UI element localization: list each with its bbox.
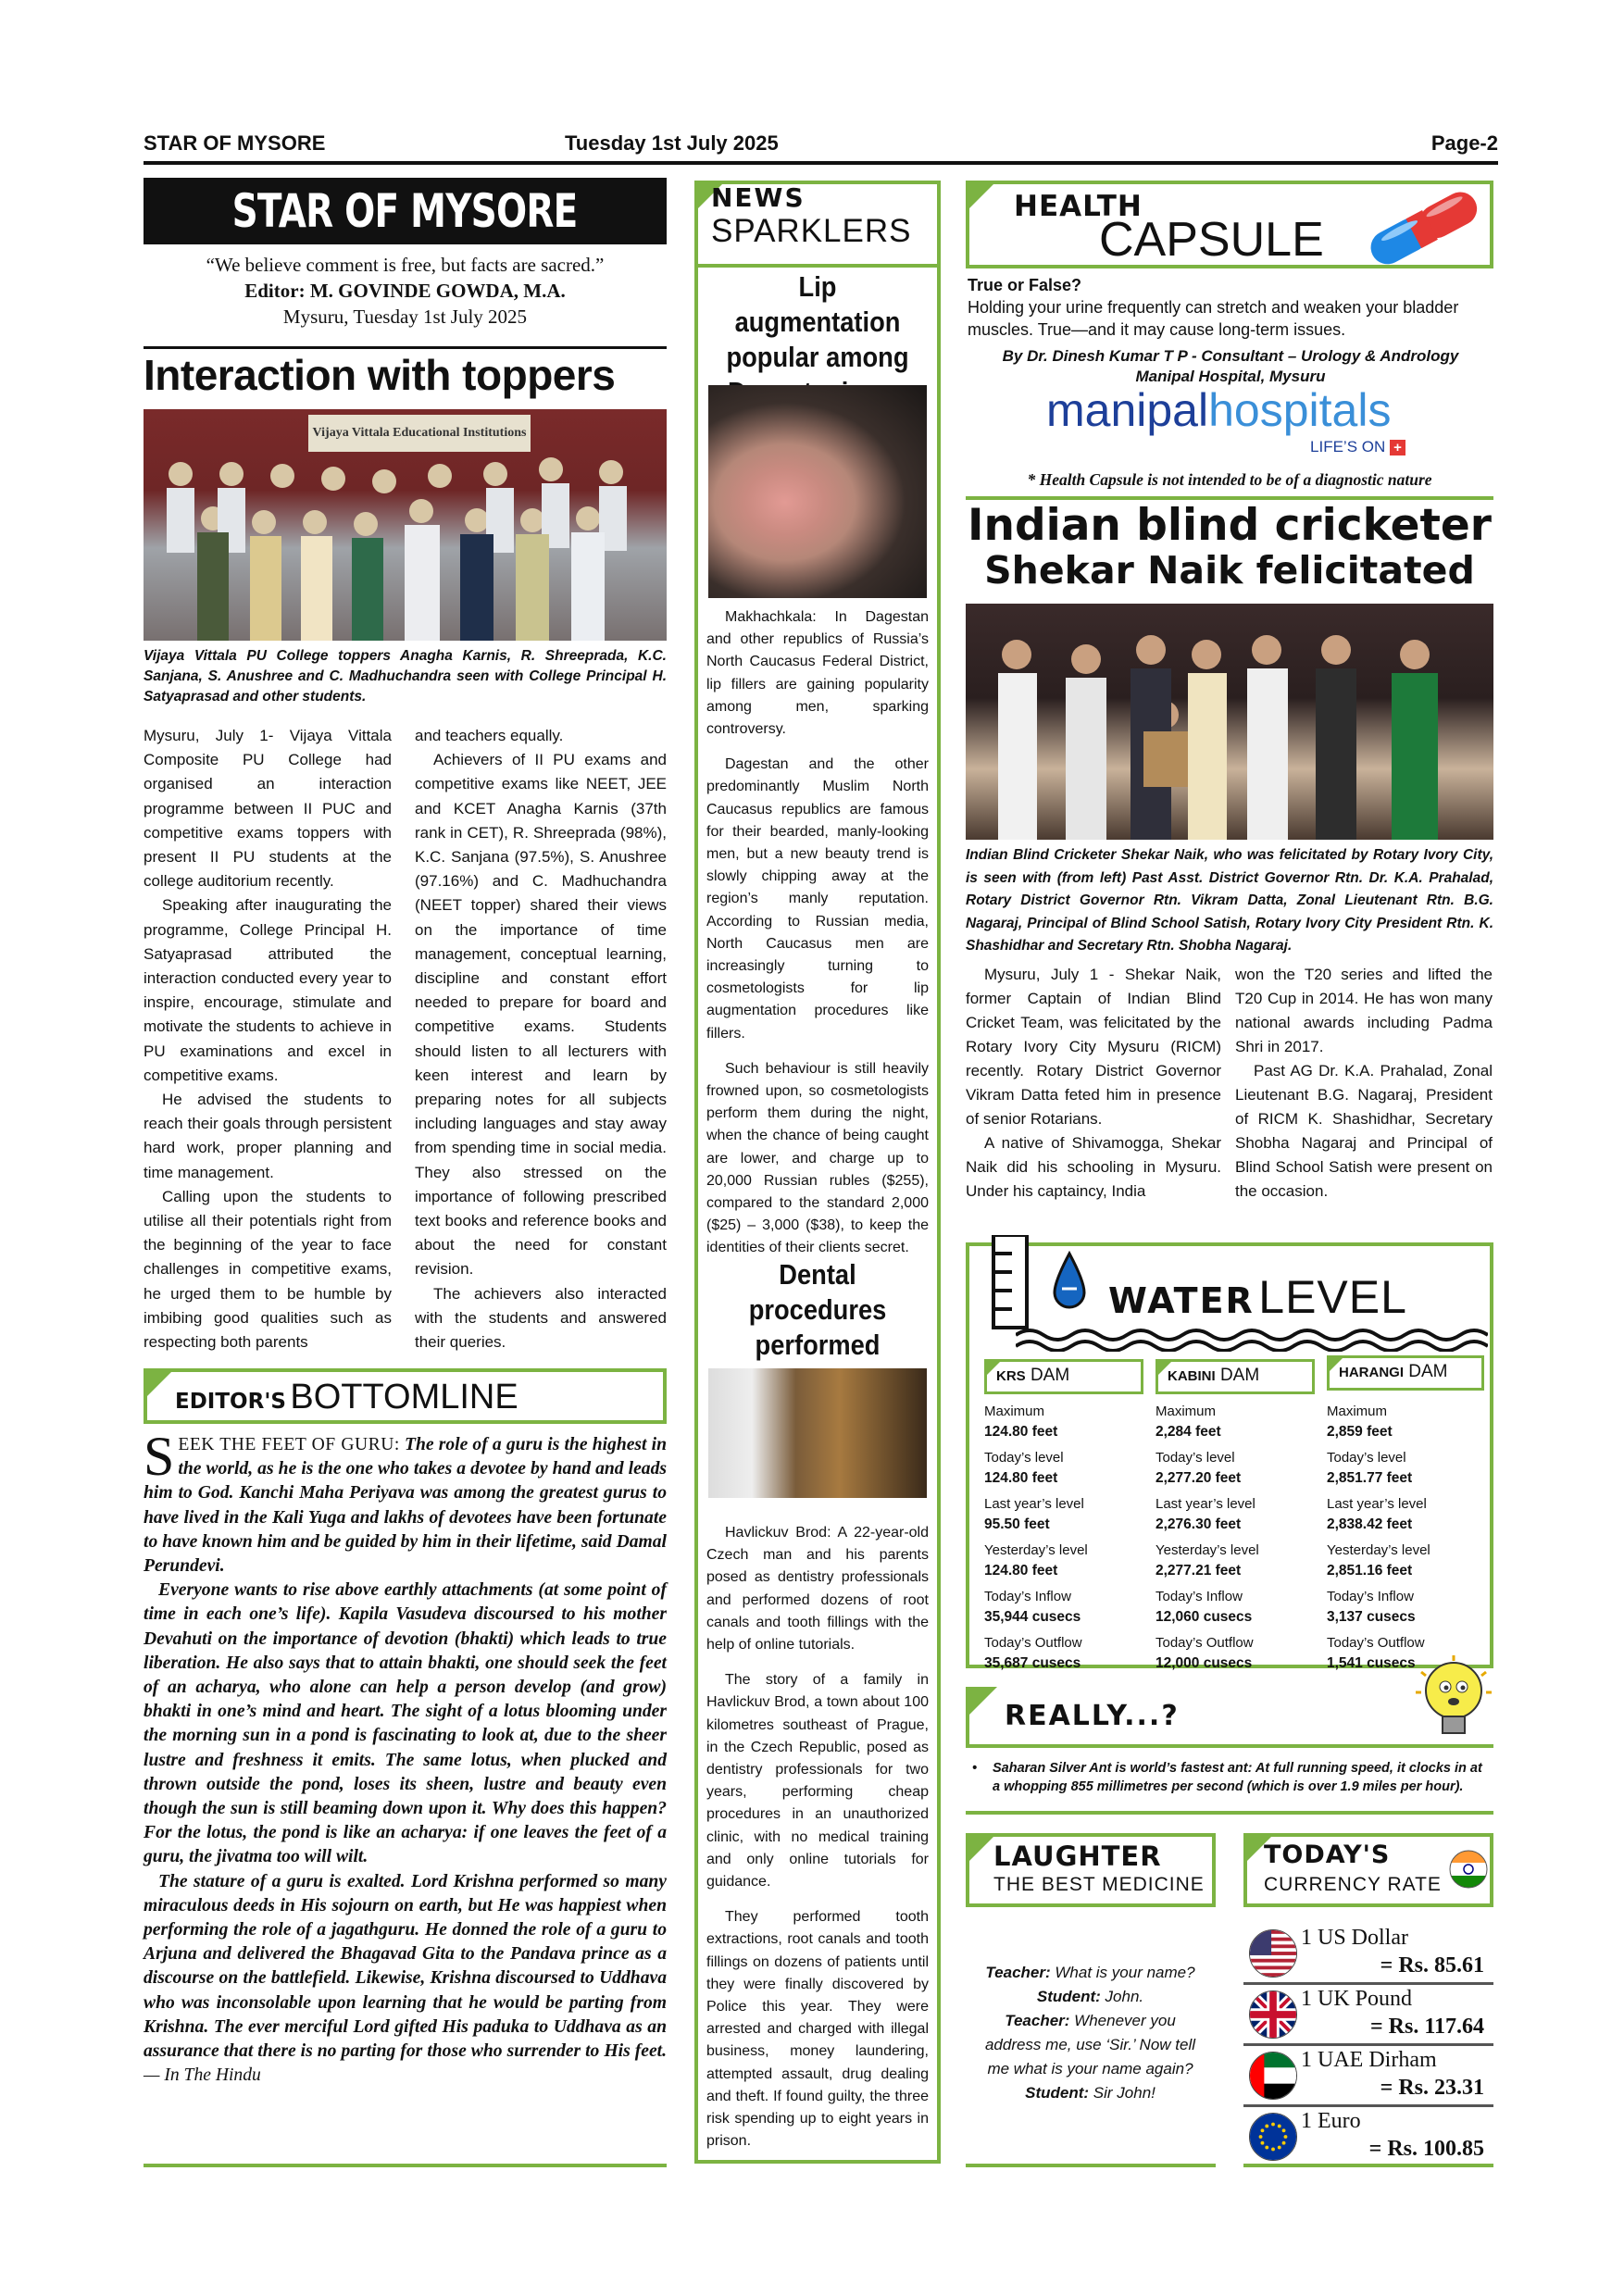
paragraph: A native of Shivamogga, Shekar Naik did his schooling in Mysuru. Under his captaincy, India: [966, 1134, 1221, 1200]
speaker: Teacher:: [985, 1964, 1051, 1981]
currency-name: 1 UK Pound: [1301, 1987, 1413, 2011]
label: Today’s level: [1156, 1450, 1235, 1466]
laughter-label-a: LAUGHTER: [993, 1841, 1162, 1872]
currency-row: [1243, 2046, 1493, 2107]
bottomline-para-2: Everyone wants to rise above earthly attachments (at some point of time in each one’s life). Kapila Vasudeva discoursed to his mother Devahuti on the importance of devotion (bhakti) which leads to true liberation. He also says that to attain bhakti, one should seek the feet of an acharya, who alone can help a person develop (and grow) bhakti in one’s mind and heart. The sight of a lotus blooming under the morning sun in a pond is fascinating to look at, due to the sheer lustre and freshness it emits. The same lotus, when plucked and thrown outside the pond, loses its sheen, lustre and beauty even though the sun is still beaming down upon it. Why does this happen? For the lotus, the pond is like an acharya: if one leaves the feet of a guru, the jivatma too will wilt.: [144, 1580, 667, 1867]
bottomline-text-3: The stature of a guru is exalted. Lord Krishna performed so many miraculous deeds in His sojourn on earth, but He was happiest when performing the role of a jagathguru. He donned the role of a guru to Arjuna and delivered the Bhagavad Gita to the Pandava prince as a discourse on the battlefield. Likewise, Krishna discoursed to Uddhava who was inconsolable upon learning that he would be parting from Krishna. The ever merciful Lord gifted His paduka to Uddhava as an assurance that there is no parting for those who surrender to His feet.: [144, 1871, 667, 2062]
joke-line: [977, 2081, 1204, 2105]
cricketer-caption: Indian Blind Cricketer Shekar Naik, who was felicitated by Rotary Ivory City, is seen with (from left) Past Asst. District Governor Rtn. Dr. K.A. Prahalad, Rotary District Governor Rtn. Vikram Datta, Zonal Lieutenant Rtn. B.G. Nagaraj, Principal of Blind School Satish, Rotary Ivory City President Rtn. K. Shashidhar and Secretary Rtn. Shobha Nagaraj.: [966, 847, 1493, 954]
water-label-b: LEVEL: [1258, 1271, 1407, 1323]
sparklers-label-b: SPARKLERS: [711, 213, 912, 249]
label: Maximum: [1156, 1404, 1217, 1419]
currency-row: [1243, 1985, 1493, 2046]
bottomline-label-box: [144, 1368, 667, 1424]
speech: Whenever you address me, use ‘Sir.’ Now tell me what is your name again?: [984, 2012, 1196, 2078]
sparklers-story-1: [706, 606, 929, 1260]
label: Maximum: [1327, 1404, 1388, 1419]
label: Today’s level: [1327, 1450, 1406, 1466]
dam-max: 2,284 feet: [1156, 1424, 1221, 1440]
currency-name: 1 Euro: [1301, 2109, 1361, 2133]
dam-max: 2,859 feet: [1327, 1424, 1393, 1440]
joke-line: [977, 1985, 1204, 2009]
currency-row: [1243, 2107, 1493, 2168]
label: Last year’s level: [1327, 1496, 1427, 1512]
dam-suffix: DAM: [1408, 1362, 1448, 1381]
sparklers-story-2: [706, 1522, 929, 2152]
corner-marker: [966, 1833, 997, 1865]
sparklers-headline-1: Lip augmentation popular among: [726, 270, 909, 373]
corner-marker: [144, 1368, 175, 1400]
laughter-rule: [966, 2164, 1216, 2167]
dam-name: KABINI: [1168, 1368, 1216, 1384]
dam-krs-header: [984, 1359, 1143, 1394]
label: Today’s Outflow: [1156, 1635, 1254, 1651]
bottomline-text-1: The role of a guru is the highest in the world, as he is the one who takes a devotee by hand and leads him to God. Kanchi Maha Periyava was among the greatest gurus to have lived in the Kali Yuga and lakhs of devotees have been fortunate to have known him and be guided by him in their lifetime, said Damal Perundevi.: [144, 1435, 667, 1577]
manipal-tagline-text: LIFE’S ON: [1310, 438, 1386, 455]
masthead-info: [144, 252, 667, 330]
dam-name: HARANGI: [1339, 1365, 1404, 1380]
bottomline-label: [175, 1378, 518, 1417]
currency-value: = Rs. 100.85: [1368, 2137, 1484, 2161]
dam-outflow: 35,687 cusecs: [984, 1655, 1081, 1671]
paragraph: Achievers of II PU exams and competitive exams like NEET, JEE and KCET Anagha Karnis (37th rank in CET), R. Shreeprada (98%), K.C. Sanjana (97.5%), S. Anushree (97.16%) and C. Madhuchandra (NEET topper) shared their views on the importance of time management, conceptual learning, discipline and constant effort needed to prepare for board and competitive exams. Students should listen to all lecturers with keen interest and learn by preparing notes for all subjects including languages and stay away from spending time in social media. They also stressed on the importance of following prescribed text books and reference books and about the need for constant revision.: [415, 751, 667, 1279]
paragraph: The achievers also interacted with the students and answered their queries.: [415, 1284, 667, 1352]
really-rule: [966, 1811, 1493, 1815]
dam-today: 2,277.20 feet: [1156, 1470, 1242, 1486]
health-label-box: [966, 181, 1493, 268]
corner-marker: [966, 181, 997, 212]
currency-value: = Rs. 85.61: [1380, 1953, 1484, 1978]
manipal-brand-b: hospitals: [1208, 384, 1392, 436]
currency-name: 1 UAE Dirham: [1301, 2048, 1437, 2072]
masthead-rule: [144, 346, 667, 349]
bottomline-body: [144, 1426, 667, 2088]
speech: John.: [1100, 1988, 1144, 2005]
currency-value: = Rs. 117.64: [1369, 2015, 1484, 2039]
currency-name: 1 US Dollar: [1301, 1926, 1408, 1950]
corner-marker: [966, 1687, 997, 1718]
really-label: REALLY...?: [1005, 1700, 1180, 1732]
dam-harangi-values: [1327, 1402, 1484, 1674]
dropcap: S: [144, 1426, 175, 1487]
really-fact-text: [972, 1759, 1491, 1796]
bullet-icon: •: [972, 1761, 978, 1776]
paragraph: The story of a family in Havlickuv Brod, a town about 100 kilometres southeast of Prague, in the Czech Republic, posed as dentistry professionals for two years, performing cheap procedures in an unauthorized clinic, with no medical training and only online tutorials for guidance.: [706, 1672, 929, 1890]
health-disclaimer: * Health Capsule is not intended to be of a diagnostic nature: [1027, 470, 1432, 489]
paragraph: Speaking after inaugurating the programme, College Principal H. Satyaprasad attributed the interaction conducted every year to inspire, encourage, stimulate and motivate the students to achieve in PU examinations and excel in competitive exams.: [144, 896, 392, 1084]
manipal-logo: [1046, 384, 1417, 461]
cricketer-headline-2: Shekar Naik felicitated: [984, 547, 1475, 593]
currency-row: [1243, 1924, 1493, 1985]
speaker: Teacher:: [1005, 2012, 1070, 2029]
bottomline-para-1: [144, 1426, 667, 1578]
toppers-group-figures: [144, 409, 667, 641]
bottomline-label-a: EDITOR'S: [175, 1390, 286, 1414]
dam-inflow: 12,060 cusecs: [1156, 1609, 1253, 1625]
dam-suffix: DAM: [1030, 1366, 1070, 1385]
health-question: True or False?: [968, 276, 1082, 294]
toppers-photo: [144, 409, 667, 641]
paragraph: Calling upon the students to utilise all their potentials right from the beginning of the year to face challenges in competitive exams, he urged them to be humble by imbibing good qualities such as respecting both parents: [144, 1187, 392, 1352]
masthead-dateline: Mysuru, Tuesday 1st July 2025: [282, 306, 528, 328]
header-paper-name: STAR OF MYSORE: [144, 131, 326, 155]
dental-photo: [708, 1368, 927, 1498]
lips-photo: [708, 385, 927, 598]
really-label-box: [966, 1691, 1493, 1748]
dam-inflow: 35,944 cusecs: [984, 1609, 1081, 1625]
joke-line: [977, 2009, 1204, 2081]
dam-name: KRS: [996, 1368, 1026, 1384]
really-fact-body: At full running speed, it clocks in at a whopping 855 millimetres per second (which is over 1.9 miles per hour).: [993, 1761, 1482, 1794]
dam-outflow: 1,541 cusecs: [1327, 1655, 1416, 1671]
cricketer-photo: [966, 604, 1493, 840]
health-byline: By Dr. Dinesh Kumar T P - Consultant – Urology & Andrology: [1002, 347, 1459, 365]
bottomline-source: — In The Hindu: [144, 2065, 261, 2086]
dam-kabini-values: [1156, 1402, 1315, 1674]
paragraph: Dagestan and the other predominantly Muslim North Caucasus republics are famous for their bearded, manly-looking men, but a new beauty trend is slowly chipping away at the region’s manly reputation. According to Russian media, North Caucasus men are increasingly turning to cosmetologists for lip augmentation procedures like fillers.: [706, 756, 929, 1042]
currency-label-box: [1243, 1833, 1493, 1907]
masthead-editor: Editor: M. GOVINDE GOWDA, M.A.: [244, 280, 566, 302]
paragraph: and teachers equally.: [415, 727, 564, 744]
speech: Sir John!: [1089, 2084, 1156, 2102]
label: Today’s Outflow: [1327, 1635, 1425, 1651]
masthead-motto: “We believe comment is free, but facts are sacred.”: [206, 254, 605, 276]
paragraph: He advised the students to reach their goals through persistent hard work, proper planning and time management.: [144, 1091, 392, 1181]
dam-last-year: 2,838.42 feet: [1327, 1516, 1413, 1532]
health-label-b: CAPSULE: [1099, 213, 1324, 267]
paragraph: Makhachkala: In Dagestan and other republics of Russia’s North Caucasus Federal District, lip fillers are gaining popularity among men, sparking controversy.: [706, 609, 929, 738]
header-page-number: Page-2: [1430, 131, 1498, 155]
manipal-tagline: [1310, 439, 1405, 455]
header-date: Tuesday 1st July 2025: [565, 131, 779, 155]
toppers-story-col1: [144, 724, 392, 1354]
label: Today’s Outflow: [984, 1635, 1082, 1651]
paragraph: Mysuru, July 1 - Shekar Naik, former Captain of Indian Blind Cricket Team, was felicitated by the Rotary Ivory City Mysuru (RICM) recently. Rotary District Governor Vikram Datta feted him in presence of senior Rotarians.: [966, 966, 1221, 1128]
toppers-story-col2: [415, 724, 667, 1354]
dam-outflow: 12,000 cusecs: [1156, 1655, 1253, 1671]
bottomline-label-b: BOTTOMLINE: [290, 1378, 518, 1416]
health-hospital: Manipal Hospital, Mysuru: [1135, 368, 1326, 385]
really-fact-lead: Saharan Silver Ant is world’s fastest ant:: [993, 1761, 1253, 1776]
paragraph: Such behaviour is still heavily frowned upon, so cosmetologists perform them during the night, when the chance of being caught are lower, and charge up to 20,000 Russian rubles ($255), compared to the standard 2,000 ($25) – 3,000 ($38), to keep the identities of their clients secret.: [706, 1060, 929, 1256]
paragraph: Havlickuv Brod: A 22-year-old Czech man and his parents posed as dentistry professionals and performed dozens of root canals and tooth fillings with the help of online tutorials.: [706, 1525, 929, 1653]
corner-marker: [984, 1359, 1003, 1378]
dam-harangi: [1327, 1355, 1484, 1674]
health-content: [968, 274, 1493, 387]
label: Last year’s level: [984, 1496, 1084, 1512]
label: Today’s Inflow: [1156, 1589, 1243, 1604]
capsule-icon: [1354, 186, 1497, 265]
label: Today’s Inflow: [1327, 1589, 1414, 1604]
paragraph: They performed tooth extractions, root canals and tooth fillings on dozens of patients until they were finally discovered by Police this year. They were arrested and charged with illegal business, money laundering, attempted assault, drug dealing and theft. If found guilty, the three risk spending up to eight years in prison.: [706, 1909, 929, 2150]
dam-krs: [984, 1359, 1143, 1674]
dam-kabini: [1156, 1359, 1315, 1674]
currency-label-a: TODAY'S: [1264, 1841, 1391, 1869]
dam-last-year: 95.50 feet: [984, 1516, 1050, 1532]
bottomline-rule: [144, 2164, 667, 2167]
toppers-headline: Interaction with toppers: [144, 351, 616, 399]
water-label: [1108, 1270, 1407, 1324]
dam-harangi-header: [1327, 1355, 1484, 1391]
waves-icon: [1016, 1326, 1488, 1352]
photo-banner: Vijaya Vittala Educational Institutions: [308, 415, 531, 452]
laughter-label-box: [966, 1833, 1216, 1907]
masthead-logo: [144, 178, 667, 244]
uk-flag-icon: [1249, 1990, 1297, 2039]
corner-marker: [1156, 1359, 1174, 1378]
water-label-a: WATER: [1108, 1280, 1255, 1321]
cricketer-story-col1: [966, 963, 1221, 1204]
currency-table: [1243, 1924, 1493, 2168]
dam-yesterday: 2,277.21 feet: [1156, 1563, 1242, 1578]
dam-yesterday: 124.80 feet: [984, 1563, 1058, 1578]
uae-flag-icon: [1249, 2052, 1297, 2100]
dam-kabini-header: [1156, 1359, 1315, 1394]
dam-today: 2,851.77 feet: [1327, 1470, 1413, 1486]
sparklers-label-a: NEWS: [711, 182, 806, 213]
bottomline-para-3: [144, 1870, 667, 2089]
label: Today’s Inflow: [984, 1589, 1071, 1604]
cricketer-story-col2: [1235, 963, 1493, 1204]
label: Yesterday’s level: [1327, 1542, 1430, 1558]
cricketer-headline: [966, 502, 1493, 592]
dam-max: 124.80 feet: [984, 1424, 1058, 1440]
corner-marker: [1327, 1355, 1345, 1374]
dam-last-year: 2,276.30 feet: [1156, 1516, 1242, 1532]
joke-line: [977, 1961, 1204, 1985]
cricketer-group-figures: [966, 604, 1493, 840]
paragraph: won the T20 series and lifted the T20 Cup in 2014. He has won many national awards including Padma Shri in 2017.: [1235, 966, 1493, 1055]
lightbulb-icon: [1412, 1653, 1495, 1751]
sparklers-divider: [694, 264, 941, 268]
page-header: [144, 131, 1498, 165]
sparklers-headline-2: Dental procedures performed: [748, 1258, 887, 1361]
laughter-label-b: THE BEST MEDICINE: [993, 1874, 1205, 1895]
sparklers-label: [711, 182, 924, 249]
dam-krs-values: [984, 1402, 1143, 1674]
plus-icon: +: [1390, 440, 1405, 455]
dam-yesterday: 2,851.16 feet: [1327, 1563, 1413, 1578]
cricketer-headline-1: Indian blind cricketer: [968, 500, 1492, 551]
health-label-a: HEALTH: [1014, 190, 1143, 223]
currency-rule: [1243, 2164, 1493, 2167]
manipal-brand-a: manipal: [1046, 384, 1209, 436]
laughter-joke: [977, 1961, 1204, 2105]
currency-value: = Rs. 23.31: [1380, 2076, 1484, 2100]
india-flag-icon: [1449, 1850, 1488, 1889]
toppers-caption: Vijaya Vittala PU College toppers Anagha Karnis, R. Shreeprada, K.C. Sanjana, S. Anushree and C. Madhuchandra seen with College Principal H. Satyaprasad and other students.: [144, 648, 667, 705]
dam-suffix: DAM: [1219, 1366, 1260, 1385]
speaker: Student:: [1025, 2084, 1090, 2102]
paragraph: Past AG Dr. K.A. Prahalad, Zonal Lieutenant B.G. Nagaraj, President of RICM K. Shashidhar, Secretary Shobha Nagaraj and Principal of Blind School Satish were present on the occasion.: [1235, 1062, 1493, 1200]
masthead-title: STAR OF MYSORE: [232, 184, 578, 238]
label: Today’s level: [984, 1450, 1064, 1466]
eu-flag-icon: [1249, 2113, 1297, 2161]
speech: What is your name?: [1050, 1964, 1195, 1981]
paragraph: Mysuru, July 1- Vijaya Vittala Composite PU College had organised an interaction programme between II PUC and competitive exams toppers with present II PU students at the college auditorium recently.: [144, 727, 392, 891]
label: Yesterday’s level: [1156, 1542, 1259, 1558]
label: Yesterday’s level: [984, 1542, 1088, 1558]
currency-label-b: CURRENCY RATE: [1264, 1874, 1442, 1895]
dam-inflow: 3,137 cusecs: [1327, 1609, 1416, 1625]
really-fact: [972, 1759, 1491, 1796]
health-text: Holding your urine frequently can stretch and weaken your bladder muscles. True—and it may cause long-term issues.: [968, 298, 1459, 339]
label: Last year’s level: [1156, 1496, 1255, 1512]
label: Maximum: [984, 1404, 1045, 1419]
dam-today: 124.80 feet: [984, 1470, 1058, 1486]
bottomline-lead: EEK THE FEET OF GURU:: [178, 1435, 400, 1454]
speaker: Student:: [1036, 1988, 1101, 2005]
us-flag-icon: [1249, 1929, 1297, 1978]
